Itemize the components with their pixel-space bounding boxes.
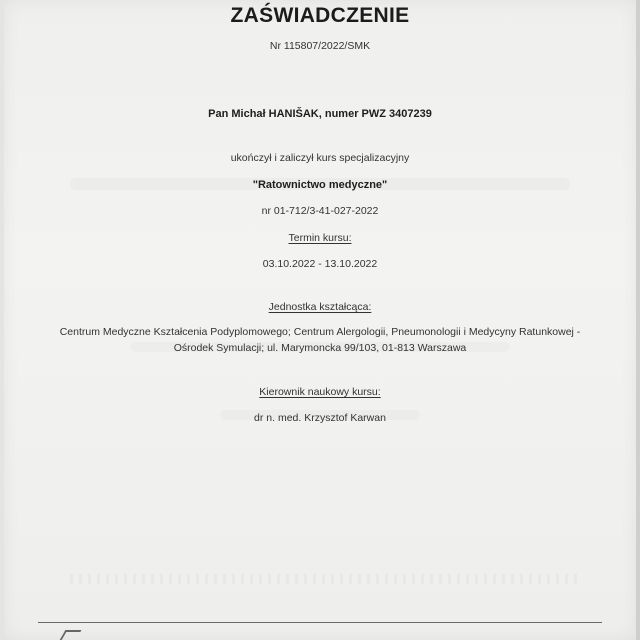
term-label: Termin kursu:	[288, 232, 352, 244]
footer-watermark	[70, 574, 580, 584]
completion-statement: ukończył i zaliczył kurs specjalizacyjny	[230, 152, 410, 164]
unit-label-wrap	[0, 301, 640, 313]
unit-address-line-2: Ośrodek Symulacji; ul. Marymoncka 99/103, 01-813 Warszawa	[173, 342, 467, 354]
certificate-page	[4, 0, 636, 640]
term-label-wrap	[0, 232, 640, 244]
course-number: nr 01-712/3-41-027-2022	[261, 205, 379, 217]
course-name: "Ratownictwo medyczne"	[252, 179, 388, 191]
head-label-wrap	[0, 386, 640, 398]
holder-name: Pan Michał HANIŠAK, numer PWZ 3407239	[208, 108, 432, 120]
term-dates: 03.10.2022 - 13.10.2022	[262, 258, 378, 270]
head-name: dr n. med. Krzysztof Karwan	[254, 412, 386, 424]
page-edge	[636, 0, 640, 640]
head-label: Kierownik naukowy kursu:	[259, 386, 381, 398]
footer-divider	[38, 622, 602, 623]
unit-address-line-1: Centrum Medyczne Kształcenia Podyplomowego; Centrum Alergologii, Pneumonologii i Medycyny Ratunkowej -	[59, 326, 581, 338]
document-title: ZAŚWIADCZENIE	[230, 4, 410, 27]
unit-label: Jednostka kształcąca:	[268, 301, 372, 313]
certificate-number: Nr 115807/2022/SMK	[269, 40, 371, 52]
